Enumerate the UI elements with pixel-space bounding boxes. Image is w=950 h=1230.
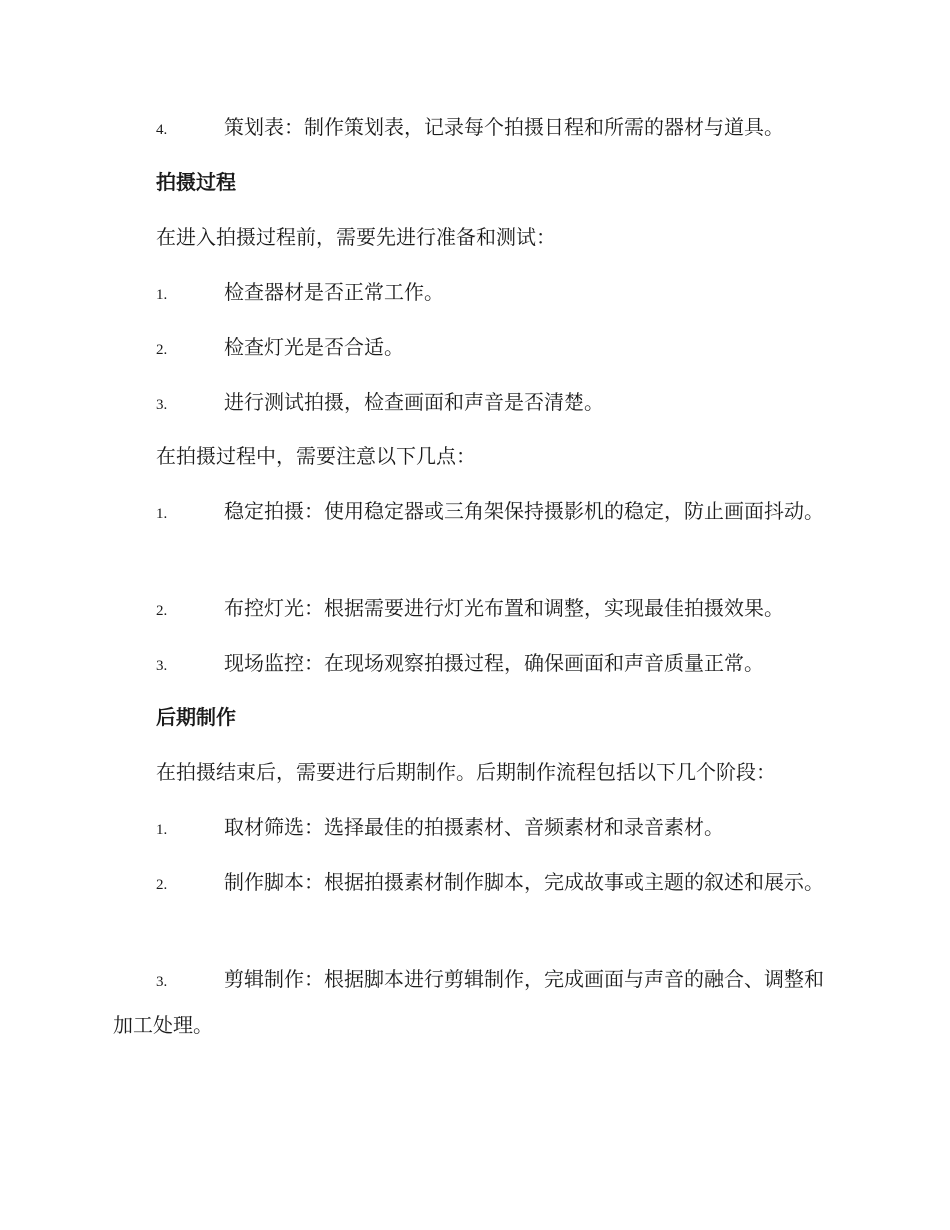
list-text: 现场监控：在现场观察拍摄过程，确保画面和声音质量正常。: [224, 651, 764, 675]
paragraph: 在拍摄过程中，需要注意以下几点：: [156, 444, 476, 468]
list-item: [113, 271, 835, 317]
section-heading: 拍摄过程: [156, 170, 236, 194]
list-text: 剪辑制作：根据脚本进行剪辑制作，完成画面与声音的融合、调整和加工处理。: [113, 967, 824, 1037]
list-item: [113, 490, 835, 536]
paragraph: 在进入拍摄过程前，需要先进行准备和测试：: [156, 225, 556, 249]
list-item: [113, 587, 835, 633]
list-number: 2.: [156, 342, 168, 358]
list-text: 布控灯光：根据需要进行灯光布置和调整，实现最佳拍摄效果。: [224, 596, 784, 620]
list-text: 进行测试拍摄，检查画面和声音是否清楚。: [224, 390, 604, 414]
list-number: 1.: [156, 506, 168, 522]
list-item: [113, 861, 835, 907]
list-number: 3.: [156, 974, 168, 990]
list-text: 取材筛选：选择最佳的拍摄素材、音频素材和录音素材。: [224, 815, 724, 839]
list-text: 制作脚本：根据拍摄素材制作脚本，完成故事或主题的叙述和展示。: [224, 870, 824, 894]
list-text: 检查器材是否正常工作。: [224, 280, 444, 304]
list-number: 3.: [156, 397, 168, 413]
list-item: [113, 326, 835, 372]
list-text: 稳定拍摄：使用稳定器或三角架保持摄影机的稳定，防止画面抖动。: [224, 499, 824, 523]
list-number: 3.: [156, 658, 168, 674]
list-number: 1.: [156, 822, 168, 838]
list-item: [113, 381, 835, 427]
list-number: 1.: [156, 287, 168, 303]
paragraph: 在拍摄结束后，需要进行后期制作。后期制作流程包括以下几个阶段：: [156, 760, 776, 784]
list-number: 4.: [156, 122, 168, 138]
list-item: [113, 958, 835, 1047]
list-item: [113, 106, 835, 152]
list-item: [113, 642, 835, 688]
section-heading: 后期制作: [156, 705, 236, 729]
list-number: 2.: [156, 877, 168, 893]
list-text: 策划表：制作策划表，记录每个拍摄日程和所需的器材与道具。: [224, 115, 784, 139]
list-item: [113, 806, 835, 852]
list-text: 检查灯光是否合适。: [224, 335, 404, 359]
list-number: 2.: [156, 603, 168, 619]
